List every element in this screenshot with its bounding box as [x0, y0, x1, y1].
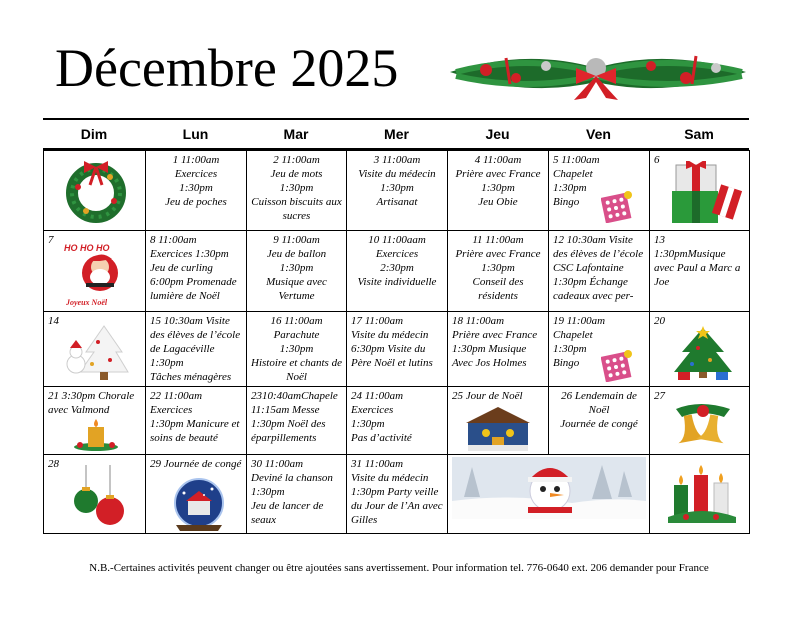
garland-decoration — [446, 42, 750, 106]
calendar-cell — [146, 151, 247, 231]
day-28-text: 28 — [48, 458, 59, 470]
calendar-cell — [650, 455, 750, 534]
calendar-cell — [347, 455, 448, 534]
candle-icon — [72, 417, 120, 451]
calendar-cell — [44, 151, 146, 231]
santa-icon — [60, 239, 140, 309]
calendar-cell — [146, 312, 247, 387]
calendar-cell — [247, 455, 347, 534]
weekday-wed: Mer — [384, 126, 409, 142]
day-10-text: 10 11:00aam Exercices 2:30pm Visite individuelle — [357, 234, 437, 288]
calendar-cell — [549, 151, 650, 231]
calendar-cell — [44, 231, 146, 312]
calendar-cell — [448, 231, 549, 312]
day-30-text: 30 11:00am Deviné la chanson 1:30pm Jeu de lancer de seaux — [251, 458, 333, 526]
snowman-scene-icon — [452, 457, 646, 519]
calendar-cell — [549, 231, 650, 312]
day-3-text: 3 11:00am Visite du médecin 1:30pm Artisanat — [358, 154, 436, 208]
weekday-sun: Dim — [80, 126, 108, 142]
calendar-cell — [549, 312, 650, 387]
calendar-cell — [650, 231, 750, 312]
day-16-text: 16 11:00am Parachute 1:30pm Histoire et chants de Noël — [251, 315, 342, 383]
day-19-text: 19 11:00am Chapelet 1:30pm Bingo — [553, 315, 606, 369]
day-20-text: 20 — [654, 315, 665, 327]
gifts-icon — [668, 161, 742, 225]
day-12-text: 12 10:30am Visite des élèves de l’école CSC Lafontaine 1:30pm Échange cadeaux avec per- — [553, 234, 644, 302]
calendar-cell — [448, 151, 549, 231]
day-25-text: 25 Jour de Noël — [452, 390, 523, 402]
ornaments-icon — [66, 465, 134, 529]
christmas-tree-icon — [668, 326, 738, 382]
day-26-text: 26 Lendemain de Noël Journée de congé — [560, 390, 638, 430]
bingo-card-icon — [601, 189, 633, 223]
candles-icon — [666, 461, 738, 527]
santa-banner: HO HO HO — [64, 243, 110, 253]
wreath-icon — [64, 157, 128, 223]
day-21-text: 21 3:30pm Chorale avec Valmond — [48, 390, 135, 416]
calendar-cell — [247, 151, 347, 231]
calendar-cell — [44, 312, 146, 387]
day-15-text: 15 10:30am Visite des élèves de l’école de Lagacéville 1:30pm Tâches ménagères — [150, 315, 241, 383]
weekday-sat: Sam — [684, 126, 714, 142]
santa-caption: Joyeux Noël — [66, 298, 108, 307]
nativity-icon — [462, 405, 534, 453]
calendar-cell — [448, 387, 549, 455]
calendar-cell — [448, 455, 650, 534]
calendar-cell — [549, 387, 650, 455]
day-13-text: 13 1:30pmMusique avec Paul a Marc a Joe — [654, 234, 741, 288]
day-11-text: 11 11:00am Prière avec France 1:30pm Conseil des résidents — [455, 234, 541, 302]
bells-icon — [670, 395, 736, 451]
calendar-cell — [347, 387, 448, 455]
calendar-cell — [650, 312, 750, 387]
day-2-text: 2 11:00am Jeu de mots 1:30pm Cuisson biscuits aux sucres — [251, 154, 342, 222]
day-4-text: 4 11:00am Prière avec France 1:30pm Jeu Obie — [455, 154, 541, 208]
calendar-cell — [146, 387, 247, 455]
calendar-cell — [650, 387, 750, 455]
day-24-text: 24 11:00am Exercices 1:30pm Pas d’activité — [351, 390, 412, 444]
footer-note: N.B.-Certaines activités peuvent changer ou être ajoutées sans avertissement. Pour information tel. 776-0640 ext. 206 demander pour France — [89, 562, 709, 574]
calendar-cell — [347, 231, 448, 312]
day-22-text: 22 11:00am Exercices 1:30pm Manicure et soins de beauté — [150, 390, 240, 444]
page-title: Décembre 2025 — [55, 38, 399, 98]
day-9-text: 9 11:00am Jeu de ballon 1:30pm Musique avec Vertume — [266, 234, 327, 302]
day-29-text: 29 Journée de congé — [150, 458, 242, 470]
day-5-text: 5 11:00am Chapelet 1:30pm Bingo — [553, 154, 600, 208]
calendar-cell — [247, 387, 347, 455]
day-7-text: 7 — [48, 234, 54, 246]
calendar-grid — [43, 150, 750, 534]
calendar-cell — [146, 455, 247, 534]
weekday-mon: Lun — [182, 126, 209, 142]
day-8-text: 8 11:00am Exercices 1:30pm Jeu de curling 6:00pm Promenade lumière de Noël — [150, 234, 237, 302]
calendar-cell — [44, 455, 146, 534]
calendar-cell — [247, 231, 347, 312]
day-1-text: 1 11:00am Exercices 1:30pm Jeu de poches — [165, 154, 227, 208]
calendar-cell — [347, 312, 448, 387]
day-17-text: 17 11:00am Visite du médecin 6:30pm Visite du Père Noël et lutins — [351, 315, 433, 369]
calendar-cell — [247, 312, 347, 387]
day-18-text: 18 11:00am Prière avec France 1:30pm Musique Avec Jos Holmes — [452, 315, 538, 369]
calendar-cell — [650, 151, 750, 231]
day-6-text: 6 — [654, 154, 660, 166]
weekday-tue: Mar — [283, 126, 309, 142]
day-23-text: 2310:40amChapele 11:15am Messe 1:30pm Noël des éparpillements — [251, 390, 338, 444]
calendar-cell — [347, 151, 448, 231]
day-31-text: 31 11:00am Visite du médecin 1:30pm Party veille du Jour de l’An avec Gilles — [351, 458, 443, 526]
weekday-header — [43, 120, 749, 148]
snowy-tree-icon — [62, 322, 134, 384]
calendar-cell — [448, 312, 549, 387]
bingo-card-icon — [601, 348, 633, 382]
snow-globe-icon — [164, 477, 234, 533]
calendar-cell — [44, 387, 146, 455]
day-27-text: 27 — [654, 390, 665, 402]
calendar-cell — [146, 231, 247, 312]
weekday-thu: Jeu — [485, 126, 510, 142]
weekday-fri: Ven — [586, 126, 611, 142]
day-14-text: 14 — [48, 315, 59, 327]
